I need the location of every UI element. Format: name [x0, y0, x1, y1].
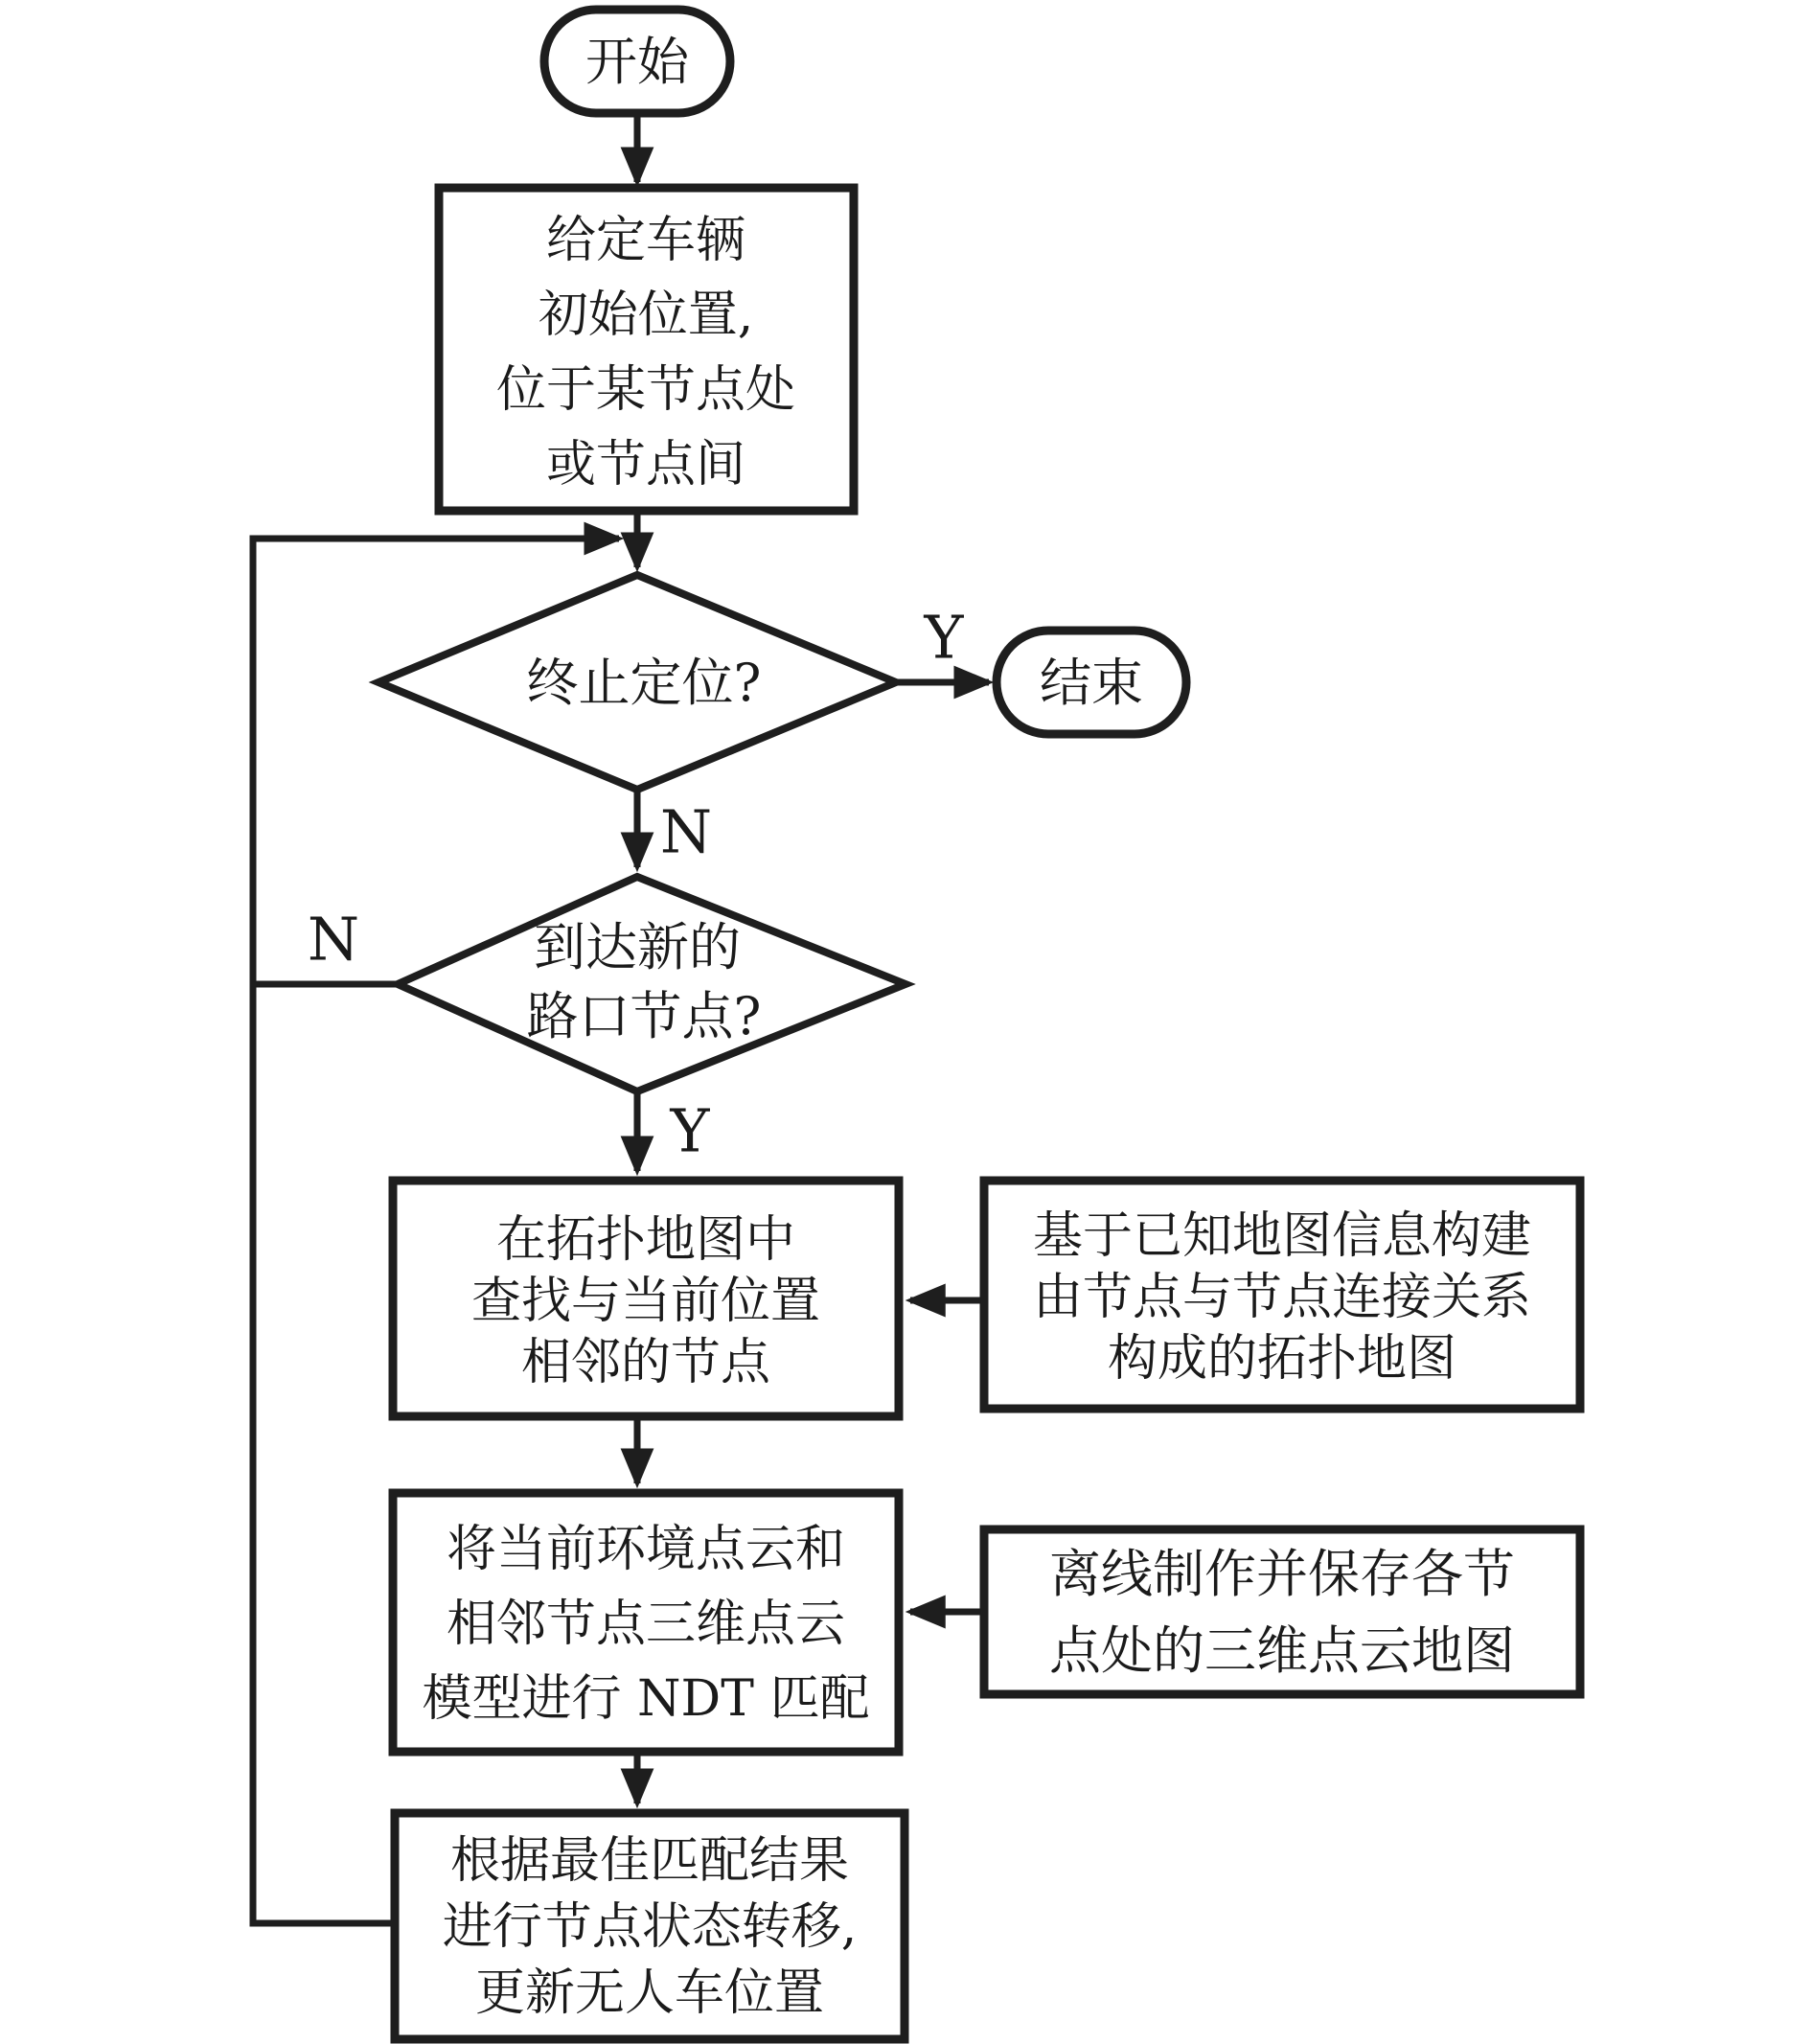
- offline-map-line2: 点处的三维点云地图: [1049, 1619, 1515, 1681]
- init-box-line1: 给定车辆: [545, 212, 746, 270]
- init-box-line2: 初始位置,: [538, 287, 754, 345]
- decision-new-node-line2: 路口节点?: [526, 985, 762, 1046]
- end-label: 结束: [1040, 652, 1143, 713]
- update-line1: 根据最佳匹配结果: [449, 1832, 850, 1891]
- label-new-node-no: N: [307, 904, 360, 975]
- update-line3: 更新无人车位置: [474, 1964, 825, 2023]
- ndt-match-line1: 将当前环境点云和: [446, 1521, 846, 1579]
- init-box-line4: 或节点间: [545, 436, 746, 494]
- find-adjacent-line3: 相邻的节点: [520, 1334, 771, 1392]
- init-box-line3: 位于某节点处: [495, 361, 796, 420]
- find-adjacent-line2: 查找与当前位置: [470, 1273, 821, 1331]
- decision-new-node: [398, 877, 906, 1091]
- topo-map-line2: 由节点与节点连接关系: [1032, 1269, 1532, 1327]
- topo-map-line1: 基于已知地图信息构建: [1032, 1207, 1532, 1266]
- update-line2: 进行节点状态转移,: [442, 1898, 858, 1957]
- find-adjacent-line1: 在拓扑地图中: [495, 1211, 796, 1270]
- ndt-match-line3: 模型进行 NDT 匹配: [422, 1670, 870, 1729]
- offline-map-line1: 离线制作并保存各节: [1049, 1543, 1515, 1604]
- topo-map-line3: 构成的拓扑地图: [1107, 1330, 1457, 1389]
- label-new-node-yes: Y: [670, 1095, 710, 1166]
- label-terminate-no: N: [659, 796, 713, 867]
- start-label: 开始: [585, 31, 689, 92]
- ndt-match-line2: 相邻节点三维点云: [446, 1596, 846, 1654]
- decision-terminate-label: 终止定位?: [526, 652, 762, 713]
- label-terminate-yes: Y: [924, 602, 964, 673]
- decision-new-node-line1: 到达新的: [534, 916, 741, 977]
